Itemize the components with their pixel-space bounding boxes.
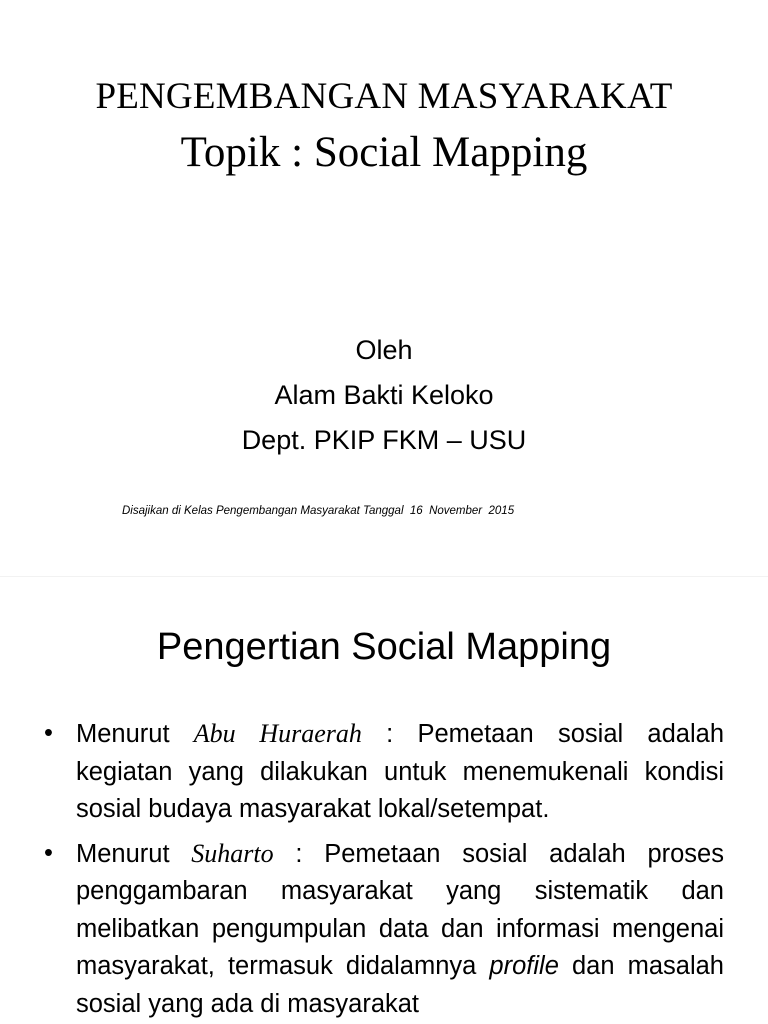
definition-source: Abu Huraerah bbox=[193, 719, 362, 748]
definition-prefix: Menurut bbox=[76, 720, 194, 748]
definition-text: : Pemetaan sosial adalah kegiatan yang dilakukan untuk menemukenali kondisi sosial budaya masyarakat lokal/setempat. bbox=[76, 720, 724, 823]
definition-item bbox=[44, 715, 724, 829]
presentation-note: Disajikan di Kelas Pengembangan Masyarakat Tanggal 16 November 2015 bbox=[122, 505, 515, 517]
definition-text-after: dan masalah sosial yang ada di masyarakat bbox=[76, 952, 724, 1018]
author-block bbox=[0, 328, 768, 463]
definition-list bbox=[44, 715, 724, 1024]
slide-main-title: PENGEMBANGAN MASYARAKAT bbox=[95, 76, 673, 117]
content-slide bbox=[0, 577, 768, 1024]
definition-prefix: Menurut bbox=[76, 839, 192, 868]
author-name: Alam Bakti Keloko bbox=[274, 380, 494, 410]
author-department: Dept. PKIP FKM – USU bbox=[241, 425, 527, 455]
definition-item bbox=[44, 835, 724, 1024]
bullet-icon: • bbox=[44, 719, 53, 747]
slide-topic-title: Topik : Social Mapping bbox=[180, 129, 588, 176]
bullet-icon: • bbox=[44, 838, 53, 867]
by-label: Oleh bbox=[355, 335, 413, 365]
definition-source: Suharto bbox=[191, 838, 274, 868]
definition-text: : Pemetaan sosial adalah proses penggambaran masyarakat yang sistematik dan melibatkan pengumpulan data dan informasi mengenai masyarakat, termasuk didalamnya bbox=[76, 839, 724, 980]
definition-emphasis: profile bbox=[489, 952, 559, 980]
slide-section-title: Pengertian Social Mapping bbox=[156, 626, 612, 668]
